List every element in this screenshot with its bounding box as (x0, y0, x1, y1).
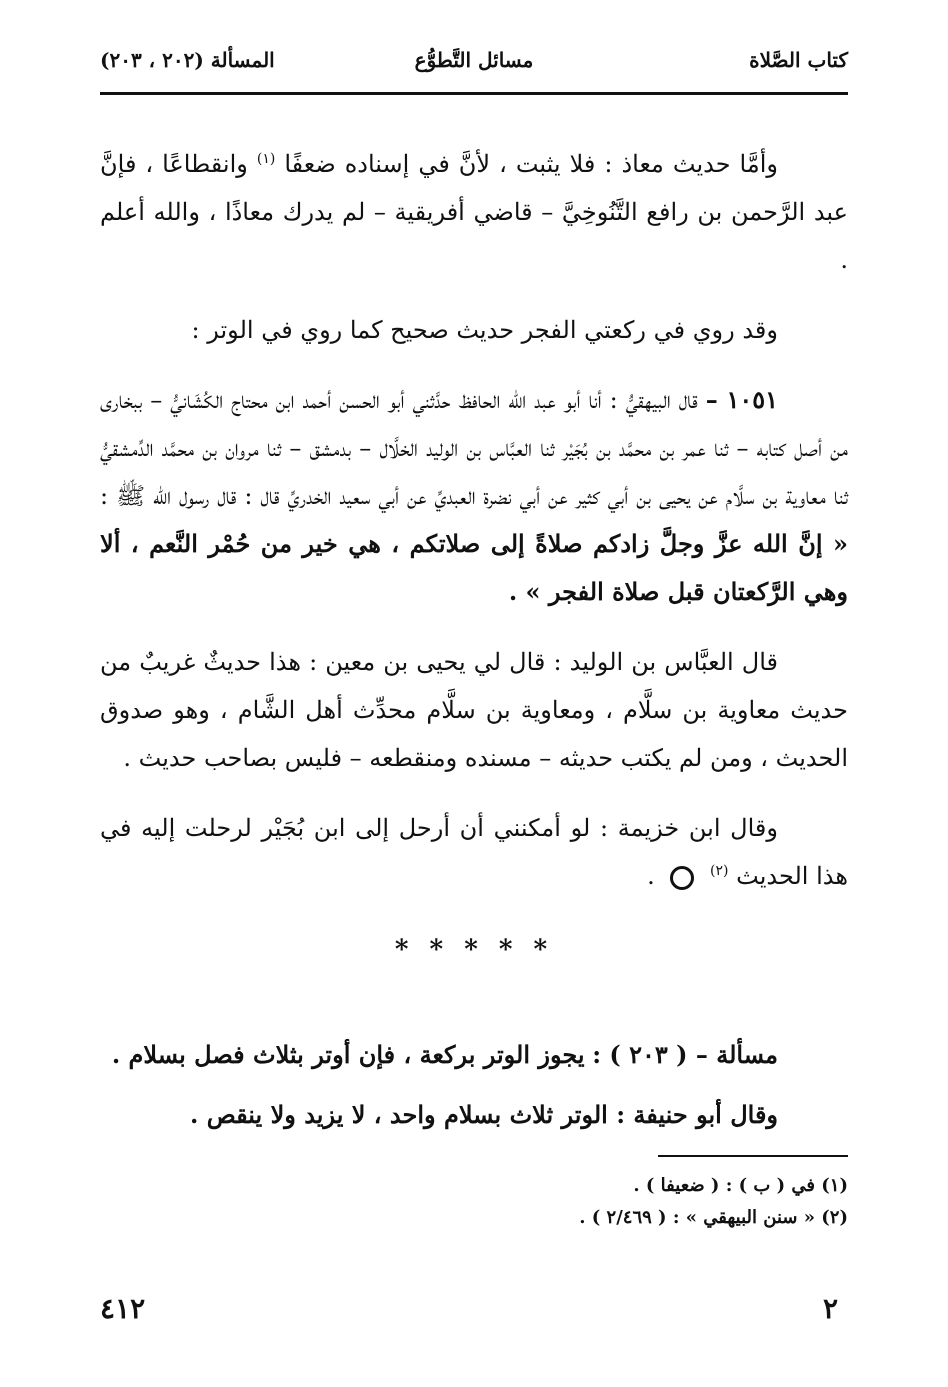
paragraph-hadith (100, 376, 848, 616)
issue-range: المسألة (٢٠٢ ، ٢٠٣) (100, 48, 275, 72)
header-rule (100, 92, 848, 95)
paragraph-abbas: قال العبَّاس بن الوليد : قال لي يحيى بن معين : هذا حديثٌ غريبٌ من حديث معاوية بن سلَّام ، ومعاوية بن سلَّام محدِّث أهل الشَّام ، وهو صدوق الحديث ، ومن لم يكتب حديثه – مسنده ومنقطعه – فليس بصاحب حديث . (100, 648, 848, 772)
end-circle-icon (670, 866, 694, 890)
chapter-title: مسائل التَّطوُّع (414, 48, 534, 72)
paragraph-khuzaymah-end: . (647, 862, 655, 890)
paragraph-muadh (100, 140, 848, 284)
volume-number: ٢ (822, 1292, 838, 1325)
footnotes (100, 1170, 848, 1234)
masala-section (100, 1025, 848, 1145)
hadith-number: ١٠٥١ – (705, 385, 778, 414)
masala-line-1 (100, 1025, 848, 1085)
book-title: كتاب الصَّلاة (749, 48, 848, 72)
footnote-rule (658, 1155, 848, 1157)
masala-line-2: وقال أبو حنيفة : الوتر ثلاث بسلام واحد ، لا يزيد ولا ينقص . (190, 1100, 778, 1129)
main-text (100, 140, 848, 922)
hadith-matn: « إنَّ الله عزَّ وجلَّ زادكم صلاةً إلى صلاتكم ، هي خير من حُمْر النَّعم ، ألا وهي الرَّكعتان قبل صلاة الفجر » . (100, 529, 848, 606)
footnote-1: (١) في ( ب ) : ( ضعيفا ) . (633, 1175, 848, 1196)
running-header (100, 48, 848, 82)
paragraph-khuzaymah-text: وقال ابن خزيمة : لو أمكنني أن أرحل إلى ابن بُجَيْر لرحلت إليه في هذا الحديث (100, 814, 848, 890)
paragraph-muadh-text: وأمَّا حديث معاذ : فلا يثبت ، لأنَّ في إسناده ضعفًا (284, 150, 778, 178)
page-number: ٤١٢ (100, 1292, 146, 1325)
paragraph-fajr-intro: وقد روي في ركعتي الفجر حديث صحيح كما روي في الوتر : (191, 316, 778, 344)
paragraph-muadh-rest: وانقطاعًا ، فإنَّ عبد الرَّحمن بن رافع التَّنُوخِيَّ – قاضي أفريقية – لم يدرك معاذًا ، والله أعلم . (100, 150, 848, 274)
paragraph-khuzaymah (100, 804, 848, 900)
footnote-ref-2[interactable]: (٢) (710, 863, 729, 879)
footnote-2: (٢) « سنن البيهقي » : ( ٢/٤٦٩ ) . (579, 1207, 848, 1228)
hadith-isnad: قال البيهقيُّ : أنا أبو عبد الله الحافظ حدَّثني أبو الحسن أحمد ابن محتاج الكُشَانيُّ – ببخارى من أصل كتابه – ثنا عمر بن محمَّد بن بُجَيْر ثنا العبَّاس بن الوليد الخلَّال – بدمشق – ثنا مروان بن محمَّد الدِّمشقيُّ ثنا معاوية بن سلَّام عن يحيى بن أبي كثير عن أبي نضرة العبديِّ عن أبي سعيد الخدريِّ قال : قال رسول الله ﷺ : (100, 386, 848, 510)
footnote-ref-1[interactable]: (١) (256, 151, 276, 167)
masala-statement: يجوز الوتر بركعة ، فإن أوتر بثلاث فصل بسلام . (111, 1040, 585, 1069)
masala-title: مسألة – ( ٢٠٣ ) : (592, 1040, 778, 1069)
section-separator: * * * * * (394, 935, 554, 965)
